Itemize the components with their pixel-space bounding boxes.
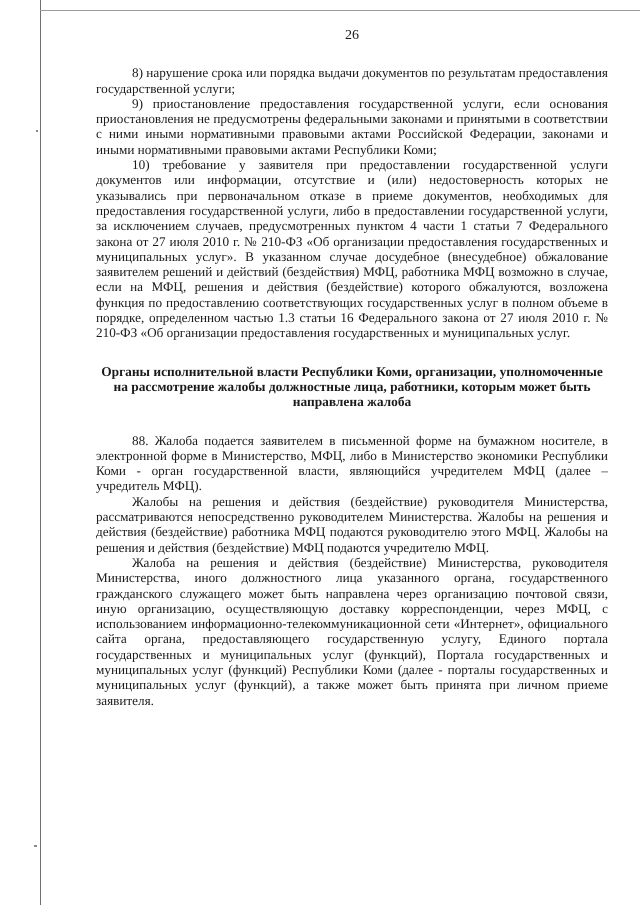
paragraph-88: 88. Жалоба подается заявителем в письменной форме на бумажном носителе, в электронной форме в Министерство, МФЦ, либо в Министерство экономики Республики Коми - орган государственной власти, являющийся учредителем МФЦ (далее – учредитель МФЦ). — [96, 432, 608, 494]
scan-speck — [34, 845, 37, 847]
scan-border-left — [40, 0, 41, 905]
page-number: 26 — [345, 28, 359, 43]
paragraph-complaint-channels: Жалоба на решения и действия (бездействие) Министерства, руководителя Министерства, иного должностного лица указанного органа, государственного гражданского служащего может быть направлена через организацию почтовой связи, иную организацию, осуществляющую доставку корреспонденции, через МФЦ, с использованием информационно-телекоммуникационной сети «Интернет», официального сайта органа, предоставляющего государственную услугу, Единого портала государственных и муниципальных услуг (функций), Портала государственных и муниципальных услуг (функций) Республики Коми (далее - порталы государственных и муниципальных услуг (функций), а также может быть принята при личном приеме заявителя. — [96, 554, 608, 708]
paragraph-item-9: 9) приостановление предоставления государственной услуги, если основания приостановления не предусмотрены федеральными законами и принятыми в соответствии с ними иными нормативными правовыми актами Российской Федерации, законами и иными нормативными правовыми актами Республики Коми; — [96, 95, 608, 157]
paragraph-item-10: 10) требование у заявителя при предоставлении государственной услуги документов или информации, отсутствие и (или) недостоверность которых не указывались при первоначальном отказе в приеме документов, необходимых для предоставления государственной услуги, либо в предоставлении государственной услуги, за исключением случаев, предусмотренных пунктом 4 части 1 статьи 7 Федерального закона от 27 июля 2010 г. № 210-ФЗ «Об организации предоставления государственных и муниципальных услуг». В указанном случае досудебное (внесудебное) обжалование заявителем решений и действий (бездействия) МФЦ, работника МФЦ возможно в случае, если на МФЦ, решения и действия (бездействие) которого обжалуются, возложена функция по предоставлению соответствующих государственных услуг в полном объеме в порядке, определенном частью 1.3 статьи 16 Федерального закона от 27 июля 2010 г. № 210-ФЗ «Об организации предоставления государственных и муниципальных услуг. — [96, 157, 608, 341]
scan-speck — [36, 130, 38, 132]
document-page — [96, 28, 608, 708]
scan-border-top — [40, 10, 640, 11]
paragraph-complaints-handling: Жалобы на решения и действия (бездействие) руководителя Министерства, рассматриваются непосредственно руководителем Министерства. Жалобы на решения и действия (бездействие) работника МФЦ подаются руководителю этого МФЦ. Жалобы на решения и действия (бездействие) МФЦ подаются учредителю МФЦ. — [96, 493, 608, 555]
section-heading: Органы исполнительной власти Республики Коми, организации, уполномоченные на рассмотрение жалобы должностные лица, работники, которым может быть направлена жалоба — [101, 363, 603, 410]
paragraph-item-8: 8) нарушение срока или порядка выдачи документов по результатам предоставления государственной услуги; — [96, 65, 608, 96]
